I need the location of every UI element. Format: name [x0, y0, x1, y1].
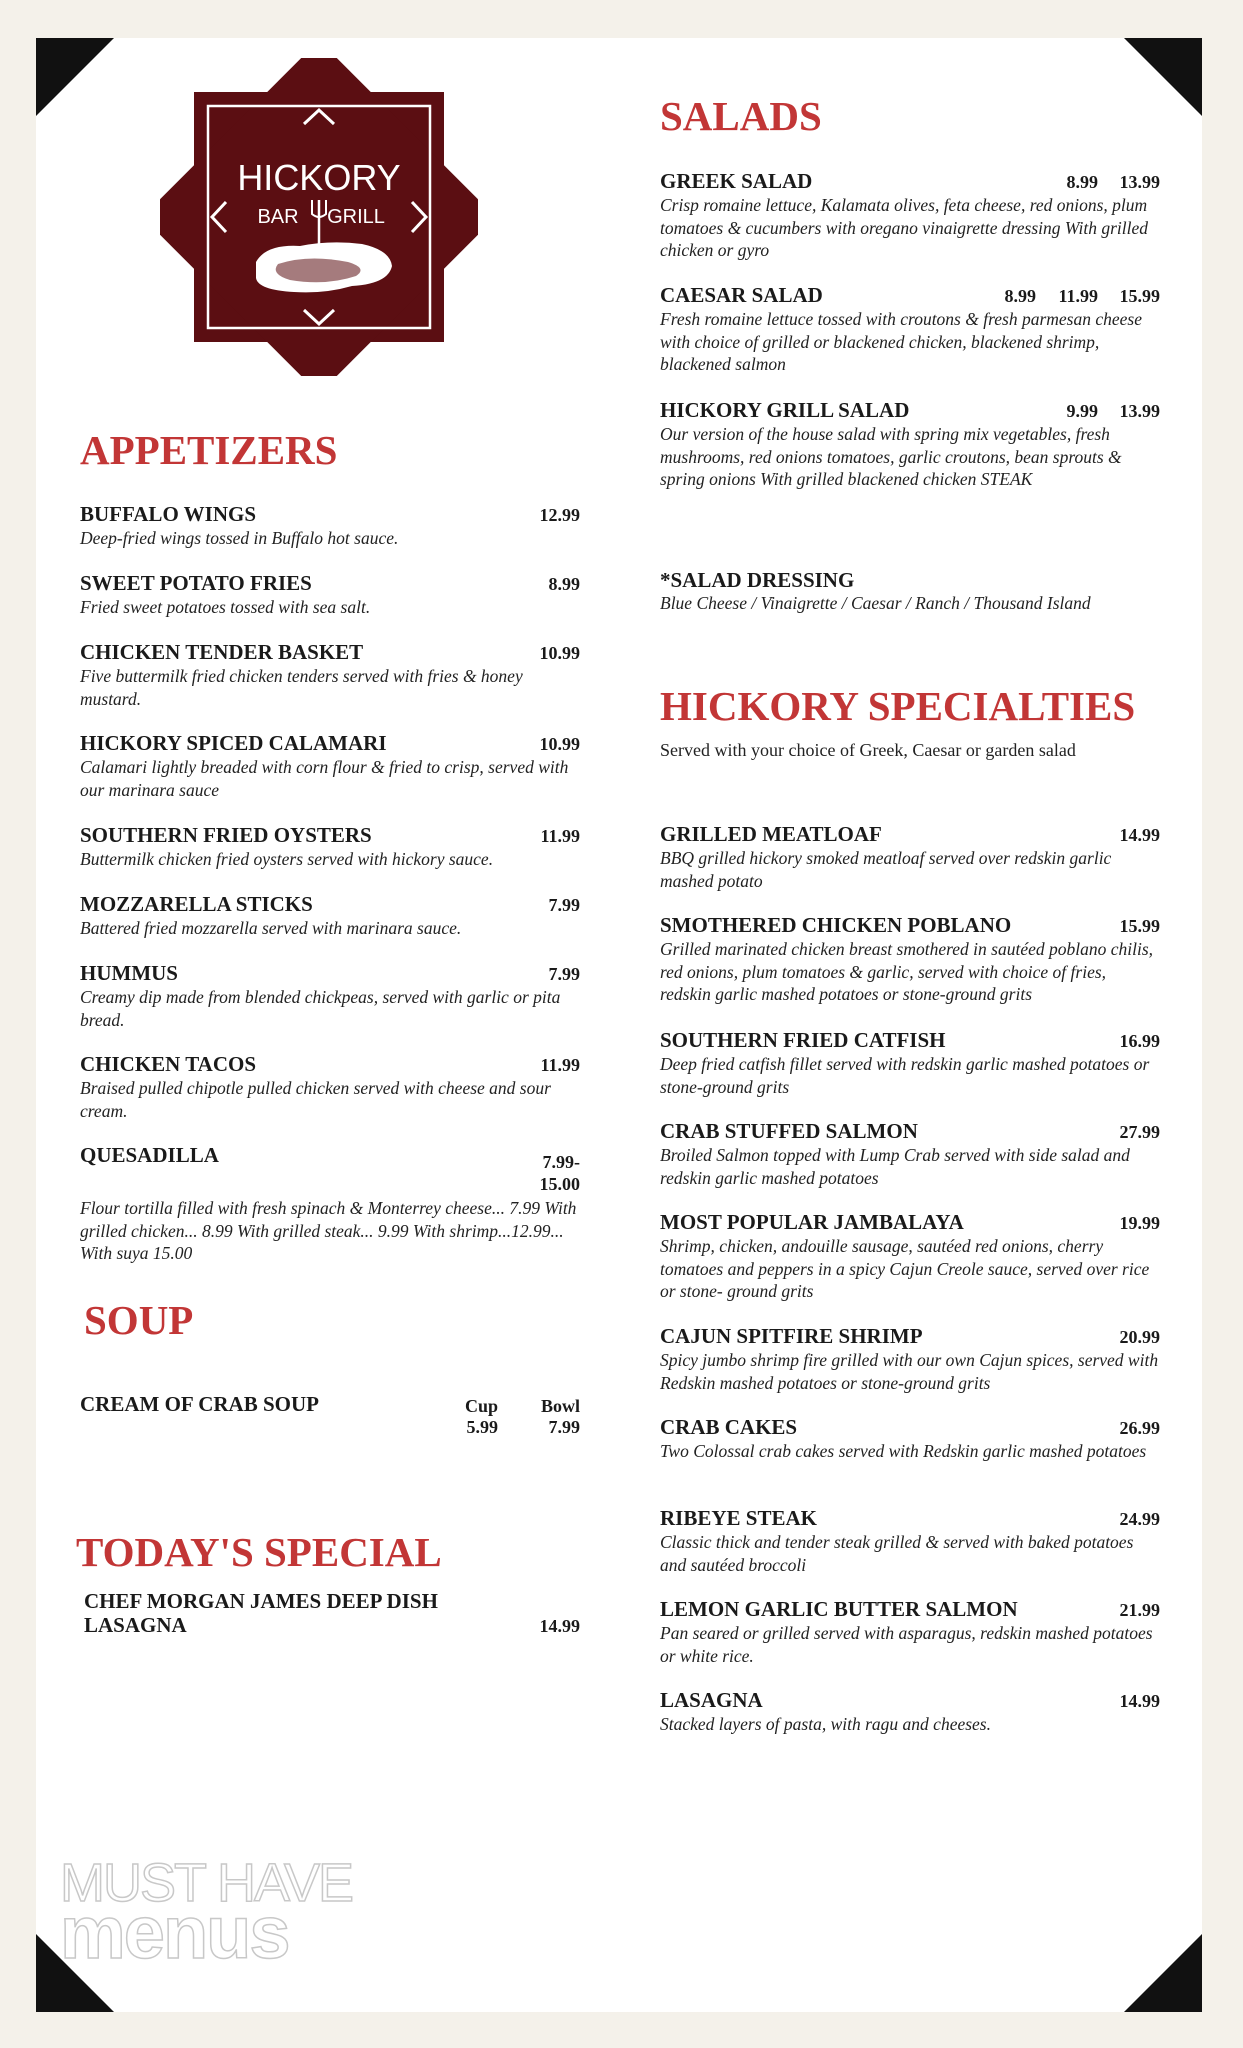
item-price: 8.99: [1004, 286, 1036, 306]
item-name: CAESAR SALAD: [660, 283, 823, 307]
item-description: Pan seared or grilled served with asparagus, redskin mashed potatoes or white rice.: [660, 1623, 1153, 1666]
menu-item: [660, 1028, 1160, 1098]
item-price: 10.99: [539, 734, 580, 754]
item-price: 20.99: [1119, 1327, 1160, 1347]
menu-item: [80, 731, 580, 801]
item-description: Blue Cheese / Vinaigrette / Caesar / Ranch / Thousand Island: [660, 593, 1091, 613]
item-description: Battered fried mozzarella served with marinara sauce.: [80, 918, 462, 938]
item-name: CRAB CAKES: [660, 1415, 798, 1439]
item-description: Shrimp, chicken, andouille sausage, sautéed red onions, cherry tomatoes and peppers in a spicy Cajun Creole sauce, served over rice or stone- ground grits: [660, 1236, 1150, 1301]
item-name: CHEF MORGAN JAMES DEEP DISH: [84, 1589, 438, 1613]
item-name: HICKORY GRILL SALAD: [660, 398, 910, 422]
item-description: Buttermilk chicken fried oysters served with hickory sauce.: [80, 849, 494, 869]
menu-item: [660, 1597, 1160, 1667]
watermark-line2: menus: [60, 1891, 289, 1974]
menu-item: [80, 502, 580, 550]
menu-item: [660, 913, 1160, 1006]
watermark-logo: [60, 1853, 353, 1974]
cup-price: 5.99: [466, 1417, 498, 1437]
menu-item: [80, 571, 580, 619]
item-price: 11.99: [540, 826, 580, 846]
item-price: 27.99: [1119, 1122, 1160, 1142]
item-description: Two Colossal crab cakes served with Redskin garlic mashed potatoes: [660, 1441, 1147, 1461]
item-name: QUESADILLA: [80, 1143, 219, 1167]
specialties-note: Served with your choice of Greek, Caesar or garden salad: [660, 740, 1076, 760]
item-price: 10.99: [539, 643, 580, 663]
item-prices: [1036, 399, 1160, 423]
menu-item: [660, 568, 1160, 615]
item-description: Broiled Salmon topped with Lump Crab served with side salad and redskin garlic mashed potatoes: [660, 1145, 1130, 1188]
item-price: 7.99: [548, 895, 580, 915]
menu-item: [80, 823, 580, 871]
item-name: SWEET POTATO FRIES: [80, 571, 312, 595]
menu-item: [80, 961, 580, 1031]
item-price: 12.99: [539, 505, 580, 525]
corner-decoration: [1124, 38, 1202, 116]
item-name: SOUTHERN FRIED OYSTERS: [80, 823, 372, 847]
item-description: Our version of the house salad with spring mix vegetables, fresh mushrooms, red onions tomatoes, garlic croutons, bean sprouts & spring onions With grilled blackened chicken STEAK: [660, 424, 1122, 489]
item-description: Deep-fried wings tossed in Buffalo hot sauce.: [80, 528, 399, 548]
menu-item: [660, 169, 1160, 262]
item-name: LEMON GARLIC BUTTER SALMON: [660, 1597, 1018, 1621]
item-name: MOST POPULAR JAMBALAYA: [660, 1210, 964, 1234]
item-description: BBQ grilled hickory smoked meatloaf served over redskin garlic mashed potato: [660, 848, 1112, 891]
item-prices: [1036, 170, 1160, 194]
logo-line1: HICKORY: [237, 157, 401, 198]
item-description: Fried sweet potatoes tossed with sea salt.: [80, 597, 371, 617]
item-name: CHICKEN TACOS: [80, 1052, 257, 1076]
item-description: Classic thick and tender steak grilled & served with baked potatoes and sautéed broccoli: [660, 1532, 1134, 1575]
item-price: 14.99: [539, 1616, 580, 1636]
salads-title: SALADS: [660, 93, 822, 139]
item-name: HICKORY SPICED CALAMARI: [80, 731, 387, 755]
item-name: LASAGNA: [660, 1688, 763, 1712]
bowl-price: 7.99: [548, 1417, 580, 1437]
restaurant-logo: [160, 58, 478, 376]
item-name: BUFFALO WINGS: [80, 502, 256, 526]
corner-decoration: [1124, 1934, 1202, 2012]
item-name: SMOTHERED CHICKEN POBLANO: [660, 913, 1012, 937]
item-description: Calamari lightly breaded with corn flour & fried to crisp, served with our marinara sauce: [80, 757, 569, 800]
item-name: GRILLED MEATLOAF: [660, 822, 882, 846]
corner-decoration: [36, 38, 114, 116]
soup-cup: [440, 1396, 498, 1438]
item-description: Grilled marinated chicken breast smothered in sautéed poblano chilis, red onions, plum tomatoes & garlic, served with choice of fries, redskin garlic mashed potatoes or stone-ground grits: [660, 939, 1153, 1004]
menu-item: [80, 1052, 580, 1122]
item-name: CRAB STUFFED SALMON: [660, 1119, 918, 1143]
item-name: CREAM OF CRAB SOUP: [80, 1392, 319, 1416]
menu-item: [80, 640, 580, 710]
soup-title: SOUP: [84, 1297, 194, 1343]
item-name: SOUTHERN FRIED CATFISH: [660, 1028, 946, 1052]
menu-item: [660, 1506, 1160, 1576]
menu-item: [660, 1688, 1160, 1736]
menu-item: [660, 398, 1160, 491]
logo-line2: BAR: [257, 206, 299, 228]
watermark-line1: MUST HAVE: [60, 1853, 353, 1913]
item-price: 15.99: [1119, 916, 1160, 936]
specialties-title: HICKORY SPECIALTIES: [660, 683, 1136, 729]
item-price: 7.99- 15.00: [539, 1152, 580, 1194]
item-price: 14.99: [1119, 825, 1160, 845]
logo-line3: GRILL: [327, 206, 385, 228]
menu-item: [80, 892, 580, 940]
item-description: Flour tortilla filled with fresh spinach & Monterrey cheese... 7.99 With grilled chicken... 8.99 With grilled steak... 9.99 With shrimp...12.99... With suya 15.00: [80, 1198, 577, 1263]
menu-item: [660, 1119, 1160, 1189]
bowl-label: Bowl: [540, 1396, 580, 1416]
special-title: TODAY'S SPECIAL: [76, 1529, 442, 1575]
menu-item: [80, 1143, 580, 1265]
item-price: 16.99: [1119, 1031, 1160, 1051]
item-price: 26.99: [1119, 1418, 1160, 1438]
item-description: Crisp romaine lettuce, Kalamata olives, feta cheese, red onions, plum tomatoes & cucumbers with oregano vinaigrette dressing With grilled chicken or gyro: [660, 195, 1149, 260]
item-name: CHICKEN TENDER BASKET: [80, 640, 364, 664]
item-price: 24.99: [1119, 1509, 1160, 1529]
item-description: Spicy jumbo shrimp fire grilled with our own Cajun spices, served with Redskin mashed potatoes or stone-ground grits: [660, 1350, 1159, 1393]
menu-item: [660, 1415, 1160, 1463]
item-price: 11.99: [1058, 286, 1098, 306]
menu-item: [84, 1589, 580, 1638]
soup-bowl: [508, 1396, 580, 1438]
item-description: Five buttermilk fried chicken tenders served with fries & honey mustard.: [80, 666, 523, 709]
appetizers-title: APPETIZERS: [80, 427, 338, 473]
item-name: LASAGNA: [84, 1613, 187, 1637]
item-name: HUMMUS: [80, 961, 178, 985]
item-description: Creamy dip made from blended chickpeas, served with garlic or pita bread.: [80, 987, 561, 1030]
item-price: 8.99: [548, 574, 580, 594]
item-price: 19.99: [1119, 1213, 1160, 1233]
item-name: MOZZARELLA STICKS: [80, 892, 313, 916]
menu-item: [660, 1324, 1160, 1394]
item-name: CAJUN SPITFIRE SHRIMP: [660, 1324, 923, 1348]
item-price: 15.99: [1119, 286, 1160, 306]
item-price: 8.99: [1066, 172, 1098, 192]
item-name: *SALAD DRESSING: [660, 568, 855, 592]
menu-page: [36, 38, 1202, 2012]
item-price: 21.99: [1119, 1600, 1160, 1620]
item-price: 13.99: [1119, 172, 1160, 192]
menu-item: [660, 822, 1160, 892]
item-price: 7.99: [548, 964, 580, 984]
item-price: 9.99: [1066, 401, 1098, 421]
item-description: Fresh romaine lettuce tossed with croutons & fresh parmesan cheese with choice of grilled or blackened chicken, blackened shrimp, blackened salmon: [660, 309, 1142, 374]
cup-label: Cup: [464, 1396, 498, 1416]
menu-item: [80, 1392, 580, 1416]
item-price: 14.99: [1119, 1691, 1160, 1711]
item-name: GREEK SALAD: [660, 169, 813, 193]
item-name: RIBEYE STEAK: [660, 1506, 817, 1530]
item-description: Deep fried catfish fillet served with redskin garlic mashed potatoes or stone-ground grits: [660, 1054, 1150, 1097]
item-price: 13.99: [1119, 401, 1160, 421]
item-prices: [974, 284, 1160, 308]
menu-item: [660, 283, 1160, 376]
menu-item: [660, 1210, 1160, 1303]
item-description: Stacked layers of pasta, with ragu and cheeses.: [660, 1714, 991, 1734]
item-description: Braised pulled chipotle pulled chicken served with cheese and sour cream.: [80, 1078, 551, 1121]
item-price: 11.99: [540, 1055, 580, 1075]
